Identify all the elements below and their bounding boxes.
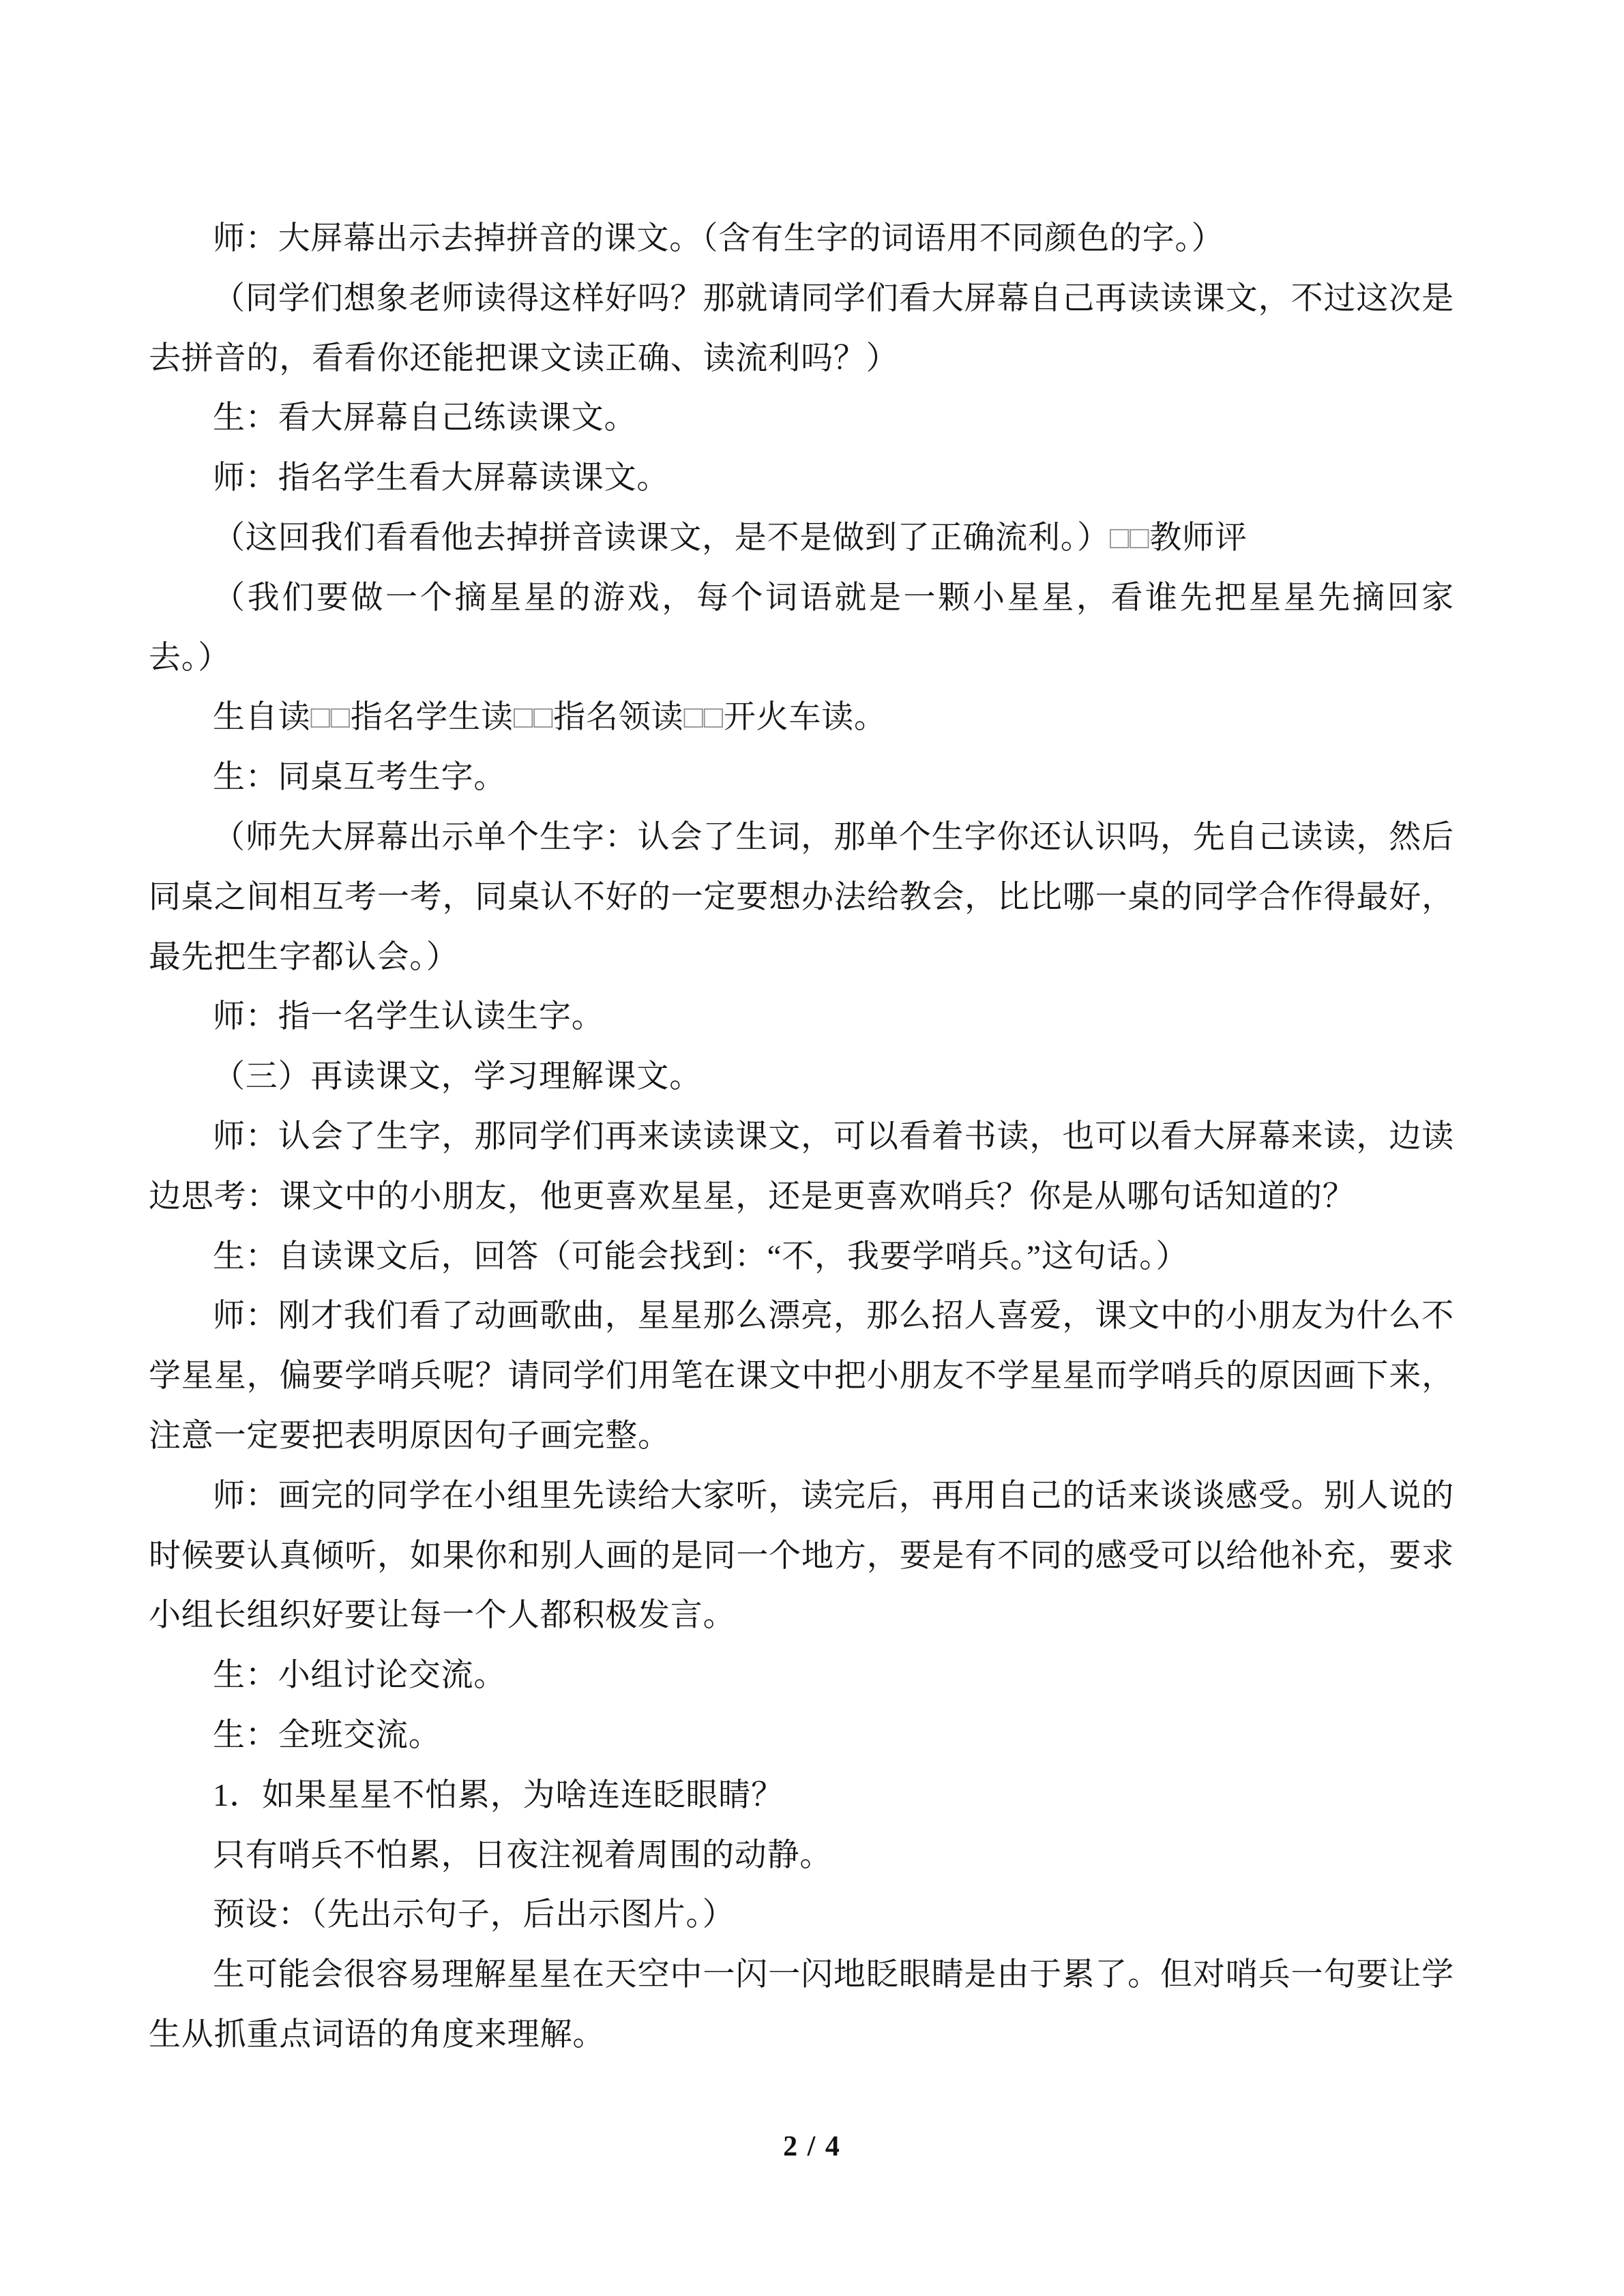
text-line: 1．如果星星不怕累，为啥连连眨眼睛？ — [213, 1777, 784, 1813]
text-line: （三）再读课文，学习理解课文。 — [213, 1059, 702, 1095]
page-footer — [0, 2126, 1624, 2167]
page-number: 2 / 4 — [783, 2131, 841, 2162]
missing-glyph-box: □ — [310, 700, 331, 736]
text-line: 师：刚才我们看了动画歌曲，星星那么漂亮，那么招人喜爱，课文中的小朋友为什么不 — [213, 1298, 1454, 1335]
document-body — [149, 209, 1454, 2066]
text-line: （我们要做一个摘星星的游戏，每个词语就是一颗小星星，看谁先把星星先摘回家 — [213, 580, 1454, 616]
text-line: 生：同桌互考生字。 — [213, 760, 507, 796]
missing-glyph-box: □ — [330, 700, 351, 736]
text-line: 生从抓重点词语的角度来理解。 — [149, 2016, 606, 2053]
text-line: 生自读□□指名学生读□□指名领读□□开火车读。 — [213, 700, 887, 736]
text-line: 生：全班交流。 — [213, 1717, 441, 1753]
text-line: 师：指名学生看大屏幕读课文。 — [213, 460, 670, 496]
text-line: （师先大屏幕出示单个生字：认会了生词，那单个生字你还认识吗，先自己读读，然后 — [213, 819, 1454, 855]
text-line: 同桌之间相互考一考，同桌认不好的一定要想办法给教会，比比哪一桌的同学合作得最好， — [149, 879, 1454, 915]
text-line: 小组长组织好要让每一个人都积极发言。 — [149, 1598, 736, 1634]
missing-glyph-box: □ — [513, 700, 534, 736]
missing-glyph-box: □ — [703, 700, 724, 736]
text-line: 师：指一名学生认读生字。 — [213, 999, 604, 1035]
text-line: 师：画完的同学在小组里先读给大家听，读完后，再用自己的话来谈谈感受。别人说的 — [213, 1478, 1454, 1514]
text-line: 生：小组讨论交流。 — [213, 1658, 507, 1694]
text-line: （这回我们看看他去掉拼音读课文，是不是做到了正确流利。）□□教师评 — [213, 520, 1247, 556]
missing-glyph-box: □ — [683, 700, 704, 736]
text-line: 时候要认真倾听，如果你和别人画的是同一个地方，要是有不同的感受可以给他补充，要求 — [149, 1538, 1454, 1574]
missing-glyph-box: □ — [1130, 520, 1150, 556]
text-line: 预设：（先出示句子，后出示图片。） — [213, 1897, 735, 1933]
text-line: 边思考：课文中的小朋友，他更喜欢星星，还是更喜欢哨兵？你是从哪句话知道的？ — [149, 1178, 1355, 1214]
text-line: 去拼音的，看看你还能把课文读正确、读流利吗？） — [149, 340, 899, 376]
text-line: 生可能会很容易理解星星在天空中一闪一闪地眨眼睛是由于累了。但对哨兵一句要让学 — [213, 1957, 1454, 1993]
text-line: 师：大屏幕出示去掉拼音的课文。（含有生字的词语用不同颜色的字。） — [213, 221, 1224, 256]
text-line: 注意一定要把表明原因句子画完整。 — [149, 1418, 670, 1454]
text-line: 生：自读课文后，回答（可能会找到：“不，我要学哨兵。”这句话。） — [213, 1238, 1189, 1274]
text-line: 去。） — [149, 640, 231, 676]
text-line: 只有哨兵不怕累，日夜注视着周围的动静。 — [213, 1837, 833, 1873]
text-line: 生：看大屏幕自己练读课文。 — [213, 400, 637, 436]
missing-glyph-box: □ — [533, 700, 554, 736]
text-line: （同学们想象老师读得这样好吗？那就请同学们看大屏幕自己再读读课文，不过这次是 — [213, 280, 1454, 316]
missing-glyph-box: □ — [1109, 520, 1130, 556]
text-line: 学星星，偏要学哨兵呢？请同学们用笔在课文中把小朋友不学星星而学哨兵的原因画下来， — [149, 1358, 1454, 1395]
text-line: 师：认会了生字，那同学们再来读读课文，可以看着书读，也可以看大屏幕来读，边读 — [213, 1118, 1454, 1154]
text-line: 最先把生字都认会。） — [149, 939, 459, 975]
